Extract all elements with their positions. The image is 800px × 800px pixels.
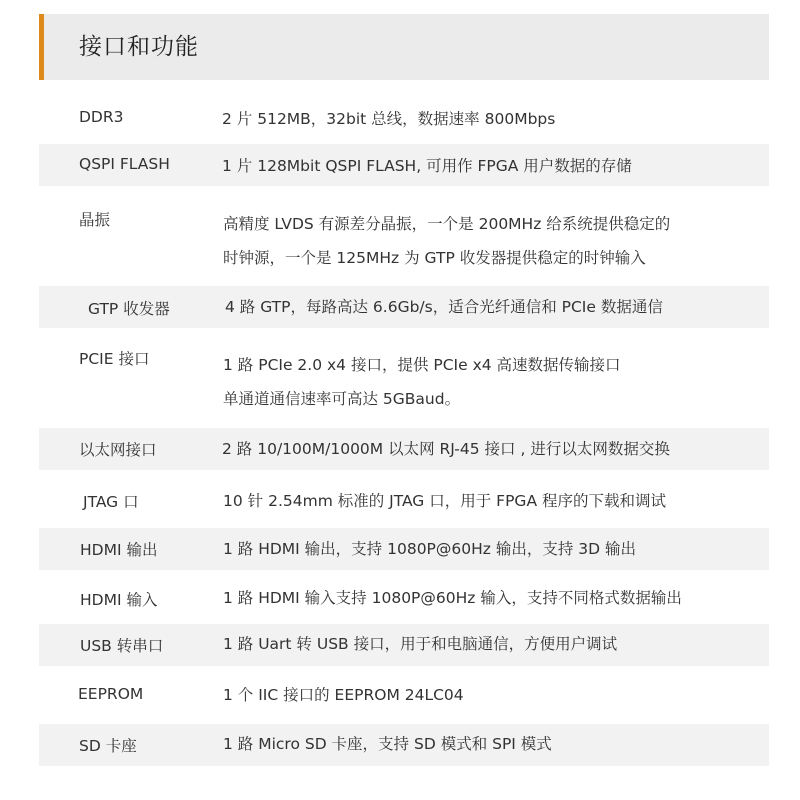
- table-row: [39, 428, 769, 470]
- spec-table: [39, 94, 769, 766]
- row-value-line: 10 针 2.54mm 标准的 JTAG 口，用于 FPGA 程序的下载和调试: [223, 492, 666, 510]
- row-label: 以太网接口: [79, 441, 157, 459]
- row-label: USB 转串口: [80, 637, 164, 655]
- row-value-line: 4 路 GTP，每路高达 6.6Gb/s，适合光纤通信和 PCIe 数据通信: [225, 298, 663, 316]
- row-label: SD 卡座: [79, 737, 137, 755]
- row-label: DDR3: [79, 108, 124, 126]
- row-value: [222, 155, 732, 177]
- row-label: 晶振: [79, 211, 111, 229]
- row-value-line: 1 路 PCIe 2.0 x4 接口，提供 PCIe x4 高速数据传输接口: [223, 356, 621, 374]
- table-row: [39, 186, 769, 286]
- row-value: [223, 633, 733, 655]
- row-value: [223, 684, 733, 706]
- row-value-line: 1 路 Uart 转 USB 接口，用于和电脑通信，方便用户调试: [223, 635, 618, 653]
- table-row: [39, 286, 769, 328]
- table-row: [39, 328, 769, 428]
- row-value-line: 1 片 128Mbit QSPI FLASH, 可用作 FPGA 用户数据的存储: [222, 157, 632, 175]
- row-value: [223, 733, 733, 755]
- row-value: [223, 490, 733, 512]
- row-value: [223, 538, 733, 560]
- section-header: [39, 14, 769, 80]
- row-label: GTP 收发器: [88, 300, 170, 318]
- row-value-line: 1 路 HDMI 输入支持 1080P@60Hz 输入，支持不同格式数据输出: [223, 589, 682, 607]
- table-row: [39, 94, 769, 144]
- row-value: [222, 108, 732, 130]
- row-label: EEPROM: [78, 685, 144, 703]
- table-row: [39, 724, 769, 766]
- row-value: [222, 438, 732, 460]
- row-value: [223, 207, 733, 275]
- table-row: [39, 528, 769, 570]
- row-value-line: 1 路 HDMI 输出，支持 1080P@60Hz 输出，支持 3D 输出: [223, 540, 636, 558]
- table-row: [39, 570, 769, 624]
- row-label: JTAG 口: [83, 493, 139, 511]
- row-value-line: 2 路 10/100M/1000M 以太网 RJ-45 接口 , 进行以太网数据交换: [222, 440, 670, 458]
- row-value-line: 2 片 512MB，32bit 总线，数据速率 800Mbps: [222, 110, 556, 128]
- row-value-line: 1 路 Micro SD 卡座，支持 SD 模式和 SPI 模式: [223, 735, 552, 753]
- row-value-line: 1 个 IIC 接口的 EEPROM 24LC04: [223, 686, 464, 704]
- row-value-line: 高精度 LVDS 有源差分晶振，一个是 200MHz 给系统提供稳定的: [223, 215, 671, 233]
- row-label: QSPI FLASH: [79, 155, 170, 173]
- row-value-line: 时钟源，一个是 125MHz 为 GTP 收发器提供稳定的时钟输入: [223, 249, 646, 267]
- row-label: PCIE 接口: [79, 350, 150, 368]
- table-row: [39, 666, 769, 724]
- table-row: [39, 470, 769, 528]
- row-value: [225, 296, 735, 318]
- table-row: [39, 624, 769, 666]
- table-row: [39, 144, 769, 186]
- row-label: HDMI 输出: [80, 541, 158, 559]
- row-value: [223, 348, 733, 416]
- row-value-line: 单通道通信速率可高达 5GBaud。: [223, 390, 461, 408]
- row-label: HDMI 输入: [80, 591, 158, 609]
- row-value: [223, 587, 733, 609]
- header-accent-bar: [39, 14, 44, 80]
- section-title: 接口和功能: [79, 34, 199, 60]
